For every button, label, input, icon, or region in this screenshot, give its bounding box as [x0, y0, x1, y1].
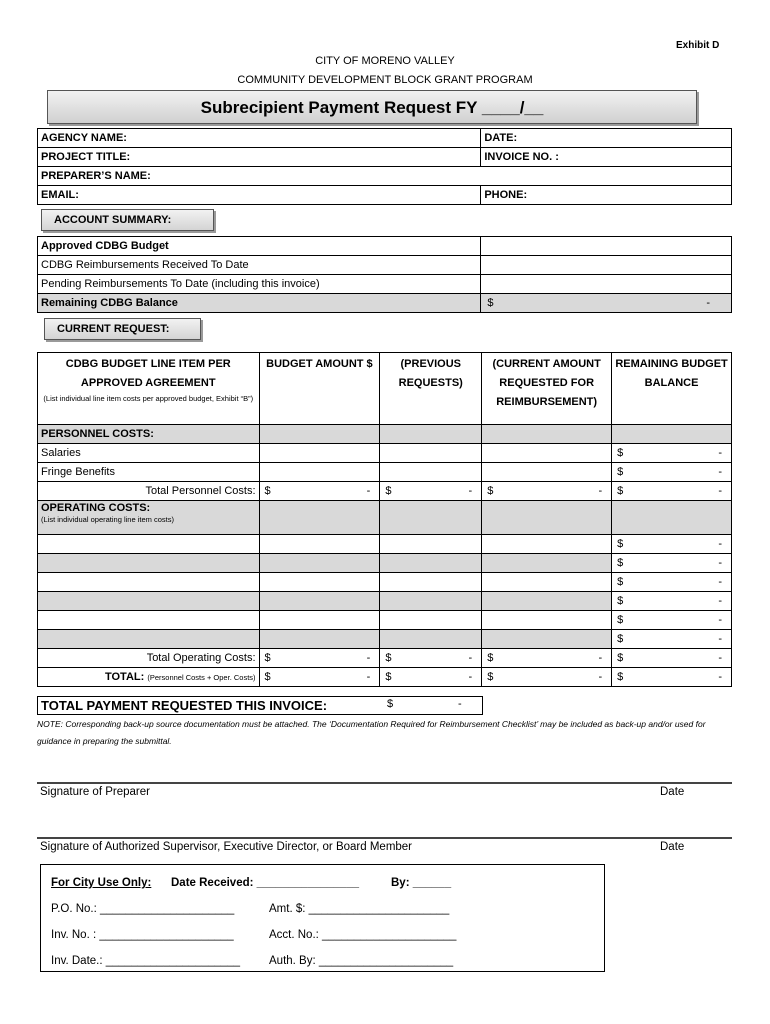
table-row: [38, 444, 732, 463]
col-line-item-note: (List individual line item costs per approved budget, Exhibit “B”): [43, 394, 254, 403]
operating-item-field[interactable]: [38, 592, 260, 611]
by-field[interactable]: By: ______: [391, 877, 452, 889]
preparer-name-field[interactable]: PREPARER’S NAME:: [38, 167, 732, 186]
fringe-label: Fringe Benefits: [38, 463, 260, 482]
table-row: Total Personnel Costs: $ - $ - $ - $ -: [38, 482, 732, 501]
grand-total-label: TOTAL: (Personnel Costs + Oper. Costs): [38, 668, 260, 687]
fringe-current-field[interactable]: [482, 463, 612, 482]
remaining-balance-label: Remaining CDBG Balance: [38, 294, 481, 313]
page-title: Subrecipient Payment Request FY ____/__: [47, 90, 697, 124]
salaries-budget-field[interactable]: [259, 444, 380, 463]
table-row: $ -: [38, 611, 732, 630]
po-no-field[interactable]: P.O. No.: _____________________: [51, 903, 235, 915]
salaries-remaining: $ -: [612, 444, 732, 463]
salaries-current-field[interactable]: [482, 444, 612, 463]
total-payment-symbol: $: [387, 698, 394, 710]
fringe-budget-field[interactable]: [259, 463, 380, 482]
phone-field[interactable]: PHONE:: [481, 186, 732, 205]
operating-item-field[interactable]: [38, 535, 260, 554]
col-previous-requests: (PREVIOUS REQUESTS): [380, 353, 482, 425]
program-name: COMMUNITY DEVELOPMENT BLOCK GRANT PROGRAM: [237, 74, 533, 86]
fringe-previous-field[interactable]: [380, 463, 482, 482]
project-title-field[interactable]: PROJECT TITLE:: [38, 148, 481, 167]
table-row: [38, 463, 732, 482]
operating-item-field[interactable]: [38, 611, 260, 630]
table-row: $ -: [38, 554, 732, 573]
current-request-table: [37, 352, 732, 687]
pending-reimbursements-label: Pending Reimbursements To Date (including this invoice): [38, 275, 481, 294]
date-received-field[interactable]: Date Received: ________________: [171, 877, 359, 889]
preparer-signature-line[interactable]: [37, 782, 732, 784]
supervisor-date-label: Date: [660, 841, 685, 853]
city-use-heading: For City Use Only:: [51, 877, 152, 889]
account-summary-label: ACCOUNT SUMMARY:: [41, 209, 214, 231]
date-field[interactable]: DATE:: [481, 129, 732, 148]
col-line-item: CDBG BUDGET LINE ITEM PER APPROVED AGREEMENT (List individual line item costs per approved budget, Exhibit “B”): [38, 353, 260, 425]
supervisor-signature-label: Signature of Authorized Supervisor, Executive Director, or Board Member: [40, 841, 413, 853]
personnel-costs-heading: PERSONNEL COSTS:: [38, 425, 260, 444]
total-payment-value: -: [458, 698, 462, 710]
operating-costs-note: (List individual operating line item costs): [41, 515, 174, 524]
table-row: $ -: [38, 573, 732, 592]
operating-item-field[interactable]: [38, 573, 260, 592]
email-field[interactable]: EMAIL:: [38, 186, 481, 205]
inv-no-field[interactable]: Inv. No. : _____________________: [51, 929, 234, 941]
preparer-signature-label: Signature of Preparer: [40, 786, 150, 798]
table-row: TOTAL: (Personnel Costs + Oper. Costs) $ - $ - $ - $ -: [38, 668, 732, 687]
approved-budget-field[interactable]: [481, 237, 732, 256]
amount-field[interactable]: Amt. $: ______________________: [269, 903, 450, 915]
city-use-box: [40, 864, 605, 972]
invoice-no-field[interactable]: INVOICE NO. :: [481, 148, 732, 167]
total-payment-label: TOTAL PAYMENT REQUESTED THIS INVOICE:: [37, 696, 483, 715]
total-personnel-label: Total Personnel Costs:: [38, 482, 260, 501]
salaries-label: Salaries: [38, 444, 260, 463]
remaining-balance-field[interactable]: $ -: [481, 294, 732, 313]
table-row: $ -: [38, 535, 732, 554]
exhibit-label: Exhibit D: [676, 40, 720, 51]
operating-costs-heading: OPERATING COSTS: (List individual operating line item costs): [38, 501, 260, 535]
total-operating-label: Total Operating Costs:: [38, 649, 260, 668]
preparer-date-label: Date: [660, 786, 685, 798]
col-budget-amount: BUDGET AMOUNT $: [259, 353, 380, 425]
approved-budget-label: Approved CDBG Budget: [38, 237, 481, 256]
inv-date-field[interactable]: Inv. Date.: _____________________: [51, 955, 241, 967]
col-remaining-balance: REMAINING BUDGET BALANCE: [612, 353, 732, 425]
pending-reimbursements-field[interactable]: [481, 275, 732, 294]
agency-name-field[interactable]: AGENCY NAME:: [38, 129, 481, 148]
account-summary-table: [37, 236, 732, 313]
salaries-previous-field[interactable]: [380, 444, 482, 463]
col-current-amount: (CURRENT AMOUNT REQUESTED FOR REIMBURSEMENT): [482, 353, 612, 425]
reimbursements-received-field[interactable]: [481, 256, 732, 275]
table-row: $ -: [38, 630, 732, 649]
backup-note: NOTE: Corresponding back-up source documentation must be attached. The ‘Documentation Required for Reimbursement Checklist’ may be included as back-up and/or used for guidance in preparing the submittal.: [37, 719, 706, 746]
acct-no-field[interactable]: Acct. No.: _____________________: [269, 929, 457, 941]
current-request-label: CURRENT REQUEST:: [44, 318, 201, 340]
fringe-remaining: $ -: [612, 463, 732, 482]
agency-info-table: [37, 128, 732, 205]
operating-item-field[interactable]: [38, 630, 260, 649]
supervisor-signature-line[interactable]: [37, 837, 732, 839]
auth-by-field[interactable]: Auth. By: _____________________: [269, 955, 454, 967]
operating-item-field[interactable]: [38, 554, 260, 573]
table-row: Total Operating Costs: $ - $ - $ - $ -: [38, 649, 732, 668]
table-row: $ -: [38, 592, 732, 611]
reimbursements-received-label: CDBG Reimbursements Received To Date: [38, 256, 481, 275]
city-name: CITY OF MORENO VALLEY: [315, 55, 455, 67]
